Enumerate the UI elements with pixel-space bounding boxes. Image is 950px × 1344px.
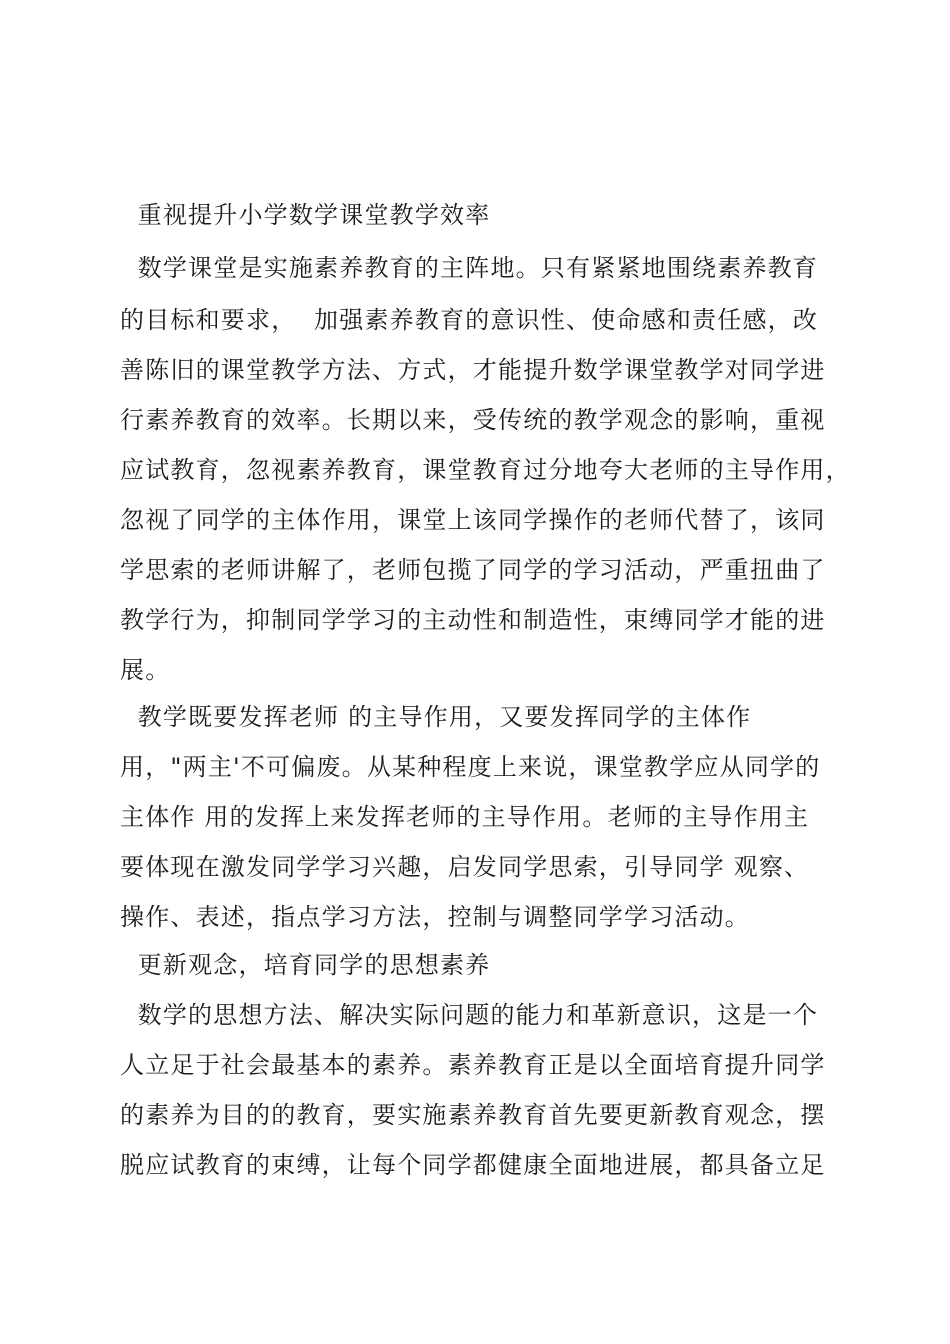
paragraph-line: 人立足于社会最基本的素养。素养教育正是以全面培育提升同学	[120, 1051, 826, 1079]
paragraph-line: 展。	[120, 656, 171, 684]
paragraph-line: 数学的思想方法、解决实际问题的能力和革新意识，这是一个	[120, 1001, 819, 1029]
paragraph-line: 用，"两主'不可偏废。从某种程度上来说，课堂教学应从同学的	[120, 753, 821, 781]
paragraph-line: 忽视了同学的主体作用，课堂上该同学操作的老师代替了，该同	[120, 506, 826, 534]
paragraph-line: 数学课堂是实施素养教育的主阵地。只有紧紧地围绕素养教育	[120, 254, 819, 282]
paragraph-line: 操作、表述，指点学习方法，控制与调整同学学习活动。	[120, 903, 750, 931]
paragraph-line: 的目标和要求， 加强素养教育的意识性、使命感和责任感，改	[120, 306, 819, 334]
paragraph-line: 的素养为目的的教育，要实施素养教育首先要更新教育观念，摆	[120, 1101, 826, 1129]
paragraph-line: 脱应试教育的束缚，让每个同学都健康全面地进展，都具备立足	[120, 1151, 826, 1179]
paragraph-line: 主体作 用的发挥上来发挥老师的主导作用。老师的主导作用主	[120, 803, 810, 831]
paragraph-line: 教学既要发挥老师 的主导作用，又要发挥同学的主体作	[120, 703, 752, 731]
paragraph-line: 行素养教育的效率。长期以来，受传统的教学观念的影响，重视	[120, 406, 826, 434]
paragraph-line: 应试教育，忽视素养教育，课堂教育过分地夸大老师的主导作用，	[120, 456, 851, 484]
heading-update-concepts: 更新观念，培育同学的思想素养	[120, 951, 491, 979]
paragraph-line: 教学行为，抑制同学学习的主动性和制造性，束缚同学才能的进	[120, 606, 826, 634]
paragraph-line: 学思索的老师讲解了，老师包揽了同学的学习活动，严重扭曲了	[120, 556, 826, 584]
paragraph-line: 善陈旧的课堂教学方法、方式，才能提升数学课堂教学对同学进	[120, 356, 826, 384]
paragraph-line: 要体现在激发同学学习兴趣，启发同学思索，引导同学 观察、	[120, 853, 810, 881]
heading-improve-efficiency: 重视提升小学数学课堂教学效率	[120, 201, 491, 229]
